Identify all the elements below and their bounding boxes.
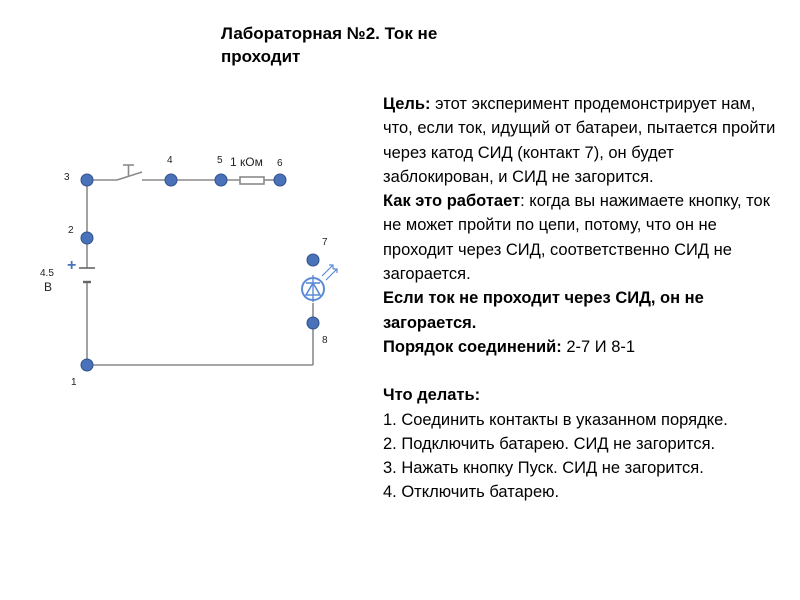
spacer <box>383 359 783 383</box>
circuit-diagram <box>0 0 380 420</box>
todo-step: 3. Нажать кнопку Пуск. СИД не загорится. <box>383 459 704 478</box>
contact-label-2: 2 <box>68 225 74 236</box>
contact-label-6: 6 <box>277 158 283 169</box>
contact-node-4 <box>165 174 177 186</box>
goal-text: этот эксперимент продемонстрирует нам, что, если ток, идущий от батареи, пытается пройти через катод СИД (контакт 7), он будет заблокирован, и СИД не загорится. <box>383 95 776 186</box>
goal-paragraph <box>383 92 783 189</box>
goal-label: Цель: <box>383 95 431 113</box>
how-text: : когда вы нажимаете кнопку, ток не может пройти по цепи, потому, что он не проходит через СИД, соответственно СИД не загорается. <box>383 192 770 284</box>
todo-heading-text: Что делать: <box>383 386 481 405</box>
battery-unit-label: В <box>44 280 53 294</box>
contact-node-8 <box>307 317 319 329</box>
page-title: Лабораторная №2. Ток не проходит <box>221 24 438 66</box>
todo-step: 1. Соединить контакты в указанном порядке. <box>383 410 728 429</box>
contact-label-5: 5 <box>217 155 223 166</box>
contact-node-1 <box>81 359 93 371</box>
contact-node-2 <box>81 232 93 244</box>
contact-node-3 <box>81 174 93 186</box>
contact-label-1: 1 <box>71 377 77 388</box>
contact-node-7 <box>307 254 319 266</box>
todo-heading <box>383 383 783 407</box>
led <box>302 275 324 302</box>
todo-step: 2. Подключить батарею. СИД не загорится. <box>383 434 716 453</box>
push-button-switch <box>117 165 142 180</box>
order-paragraph <box>383 335 783 359</box>
resistor-label: 1 кОм <box>230 155 263 169</box>
battery-voltage-label: 4.5 <box>40 268 54 279</box>
led-light-rays <box>322 265 337 280</box>
order-text: 2-7 И 8-1 <box>561 337 636 356</box>
contact-nodes <box>81 174 319 371</box>
battery-plus-sign: + <box>67 257 77 274</box>
how-label: Как это работает <box>383 192 521 211</box>
resistor <box>240 177 264 184</box>
contact-label-8: 8 <box>322 335 328 346</box>
contact-node-6 <box>274 174 286 186</box>
order-label: Порядок соединений: <box>383 337 562 356</box>
conclusion-paragraph <box>383 286 783 335</box>
instructions-text <box>383 92 783 505</box>
conclusion-text: Если ток не проходит через СИД, он не загорается. <box>383 289 704 332</box>
contact-label-4: 4 <box>167 155 173 166</box>
contact-label-3: 3 <box>64 172 70 183</box>
contact-node-5 <box>215 174 227 186</box>
battery <box>79 268 95 282</box>
how-paragraph <box>383 189 783 286</box>
circuit-wires <box>87 180 313 365</box>
contact-label-7: 7 <box>322 237 328 248</box>
todo-step: 4. Отключить батарею. <box>383 483 560 502</box>
